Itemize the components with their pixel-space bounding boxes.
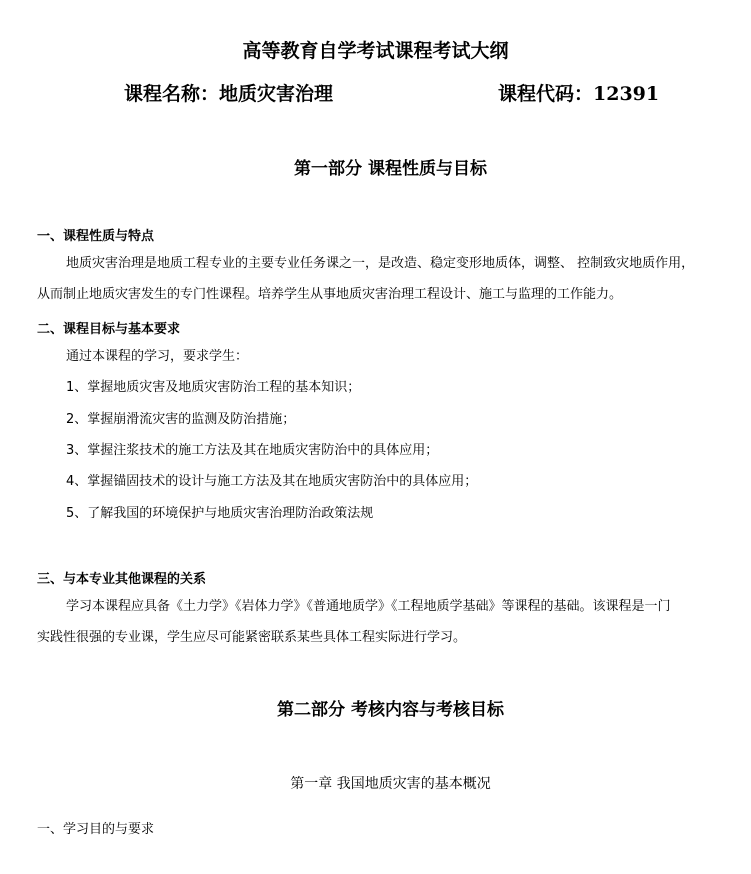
- document-title: 高等教育自学考试课程考试大纲: [242, 40, 509, 62]
- chapter1-heading: 第一章 我国地质灾害的基本概况: [290, 776, 491, 792]
- course-name: 课程名称：地质灾害治理: [124, 83, 334, 105]
- list-item: 3、掌握注浆技术的施工方法及其在地质灾害防治中的具体应用；: [66, 443, 439, 458]
- part1-heading: 第一部分 课程性质与目标: [294, 159, 487, 179]
- part2-heading: 第二部分 考核内容与考核目标: [277, 700, 504, 720]
- section1-heading: 一、课程性质与特点: [37, 229, 155, 244]
- section3-paragraph-line2: 实践性很强的专业课，学生应尽可能紧密联系某些具体工程实际进行学习。: [37, 630, 467, 645]
- section1-paragraph-line2: 从而制止地质灾害发生的专门性课程。培养学生从事地质灾害治理工程设计、施工与监理的工作能力。: [37, 287, 623, 302]
- list-item: 4、掌握锚固技术的设计与施工方法及其在地质灾害防治中的具体应用；: [66, 474, 478, 489]
- section3-heading: 三、与本专业其他课程的关系: [37, 572, 207, 587]
- chapter1-section1-heading: 一、学习目的与要求: [37, 822, 155, 837]
- list-item: 5、了解我国的环境保护与地质灾害治理防治政策法规: [66, 506, 374, 521]
- course-code: 课程代码：12391: [498, 83, 660, 105]
- section2-heading: 二、课程目标与基本要求: [37, 322, 181, 337]
- list-item: 2、掌握崩滑流灾害的监测及防治措施；: [66, 412, 296, 427]
- section3-paragraph-line1: 学习本课程应具备《土力学》《岩体力学》《普通地质学》《工程地质学基础》等课程的基础。该课程是一门: [66, 599, 671, 614]
- section1-paragraph-line1: 地质灾害治理是地质工程专业的主要专业任务课之一，是改造、稳定变形地质体，调整、 控制致灾地质作用，: [66, 256, 695, 271]
- section2-intro: 通过本课程的学习，要求学生：: [66, 349, 249, 364]
- list-item: 1、掌握地质灾害及地质灾害防治工程的基本知识；: [66, 380, 361, 395]
